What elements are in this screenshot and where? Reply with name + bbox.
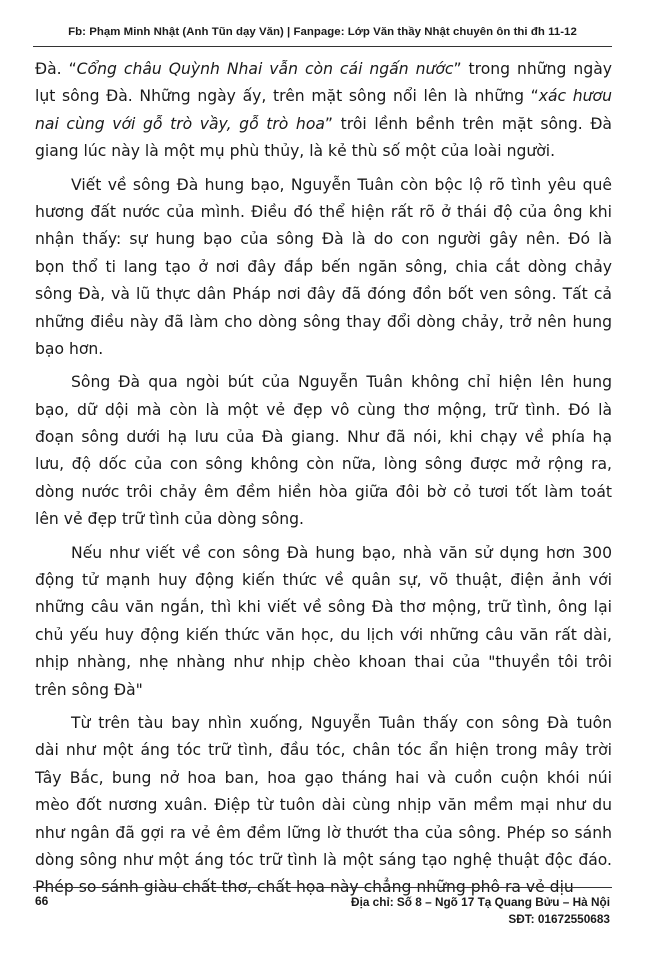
footer-address: Địa chỉ: Số 8 – Ngõ 17 Tạ Quang Bửu – Hà Nội xyxy=(351,895,610,909)
italic-quote: Cổng châu Quỳnh Nhai vẫn còn cái ngấn nước xyxy=(76,60,454,78)
text-run: bọn thổ ti lang tạo ở nơi đây đắp bến ngăn sông, chia cắt dòng chảy xyxy=(35,257,612,276)
header-divider xyxy=(33,46,612,47)
text-run: bạo hơn. xyxy=(35,339,104,358)
text-line xyxy=(35,281,612,308)
text-run: Từ trên tàu bay nhìn xuống, Nguyễn Tuân thấy con sông Đà tuôn xyxy=(71,713,612,732)
footer-divider xyxy=(33,887,612,888)
text-run: ” trôi lềnh bềnh trên mặt sông. Đà xyxy=(324,114,612,133)
text-line xyxy=(35,172,612,199)
text-line xyxy=(35,369,612,396)
text-run: sông Đà, và lũ thực dân Pháp nơi đây đã đóng đồn bốt ven sông. Tất cả xyxy=(35,285,612,304)
text-run: như ngân đã gợi ra vẻ êm đềm lững lờ thướt tha của sông. Phép so sánh xyxy=(35,823,612,842)
text-line xyxy=(35,199,612,226)
text-line xyxy=(35,83,612,110)
text-line xyxy=(35,765,612,792)
text-line xyxy=(35,254,612,281)
text-run: dòng sông như một áng tóc trữ tình là một sáng tạo nghệ thuật độc đáo. xyxy=(35,850,612,869)
text-run: những câu văn ngắn, thì khi viết về sông Đà thơ mộng, trữ tình, ông lại xyxy=(35,598,612,617)
text-line xyxy=(35,336,612,363)
text-line xyxy=(35,567,612,594)
text-run: lụt sông Đà. Những ngày ấy, trên mặt sông nổi lên là những “ xyxy=(35,87,539,106)
text-run: Phép so sánh giàu chất thơ, chất họa này chẳng những phô ra vẻ dịu xyxy=(35,878,574,897)
text-run: Viết về sông Đà hung bạo, Nguyễn Tuân còn bộc lộ rõ tình yêu quê xyxy=(71,175,612,194)
document-body xyxy=(35,56,612,902)
paragraph xyxy=(35,172,612,364)
text-line xyxy=(35,451,612,478)
text-line xyxy=(35,847,612,874)
text-line xyxy=(35,710,612,737)
text-line xyxy=(35,138,612,165)
italic-quote: xác hươu xyxy=(538,87,612,106)
text-run: dài như một áng tóc trữ tình, đầu tóc, chân tóc ẩn hiện trong mây trời xyxy=(35,741,612,760)
paragraph xyxy=(35,369,612,533)
text-line xyxy=(35,111,612,138)
text-run: mèo đốt nương xuân. Điệp từ tuôn dài cùng nhịp văn mềm mại như du xyxy=(35,796,612,815)
text-run: trên sông Đà" xyxy=(35,680,143,699)
footer-phone: SĐT: 01672550683 xyxy=(508,912,610,926)
italic-quote: nai cùng với gỗ trò vầy, gỗ trò hoa xyxy=(35,114,325,133)
text-run: Nếu như viết về con sông Đà hung bạo, nhà văn sử dụng hơn 300 xyxy=(71,543,612,562)
text-run: đoạn sông dưới hạ lưu của Đà giang. Như đã nói, khi chạy về phía hạ xyxy=(35,428,612,447)
text-line xyxy=(35,479,612,506)
text-run: lên vẻ đẹp trữ tình của dòng sông. xyxy=(35,510,304,529)
text-line xyxy=(35,737,612,764)
paragraph xyxy=(35,56,612,166)
text-line xyxy=(35,540,612,567)
page-header: Fb: Phạm Minh Nhật (Anh Tũn dạy Văn) | Fanpage: Lớp Văn thầy Nhật chuyên ôn thi đh 11-12 xyxy=(68,26,577,38)
text-line xyxy=(35,677,612,704)
text-run: hương đất nước của mình. Điều đó thể hiện rất rõ ở thái độ của ông khi xyxy=(35,202,612,221)
text-line xyxy=(35,424,612,451)
text-run: nhận thấy: sự hung bạo của sông Đà là do con người gây nên. Đó là xyxy=(35,230,612,249)
text-run: Sông Đà qua ngòi bút của Nguyễn Tuân không chỉ hiện lên hung xyxy=(71,373,612,392)
text-run: dòng nước trôi chảy êm đềm hiền hòa giữa đôi bờ cỏ tươi tốt làm toát xyxy=(35,482,612,501)
text-line xyxy=(35,397,612,424)
text-run: nhịp nhàng, nhẹ nhàng như nhịp chèo khoan thai của "thuyền tôi trôi xyxy=(35,653,612,672)
text-line xyxy=(35,56,612,83)
text-run: những điều này đã làm cho dòng sông thay đổi dòng chảy, trở nên hung xyxy=(35,312,612,331)
text-run: Tây Bắc, bung nở hoa ban, hoa gạo tháng hai và cuồn cuộn khói núi xyxy=(35,768,612,787)
text-line xyxy=(35,594,612,621)
text-line xyxy=(35,622,612,649)
text-run: lưu, độ dốc của con sông không còn nữa, lòng sông được mở rộng ra, xyxy=(35,455,612,474)
text-run: chủ yếu huy động kiến thức văn học, du lịch với những câu văn rất dài, xyxy=(35,625,612,644)
footer-contact xyxy=(351,894,610,928)
text-run: giang lúc này là một mụ phù thủy, là kẻ thù số một của loài người. xyxy=(35,142,556,161)
text-line xyxy=(35,309,612,336)
text-run: động tử mạnh huy động kiến thức về quân sự, võ thuật, điện ảnh với xyxy=(35,571,612,590)
text-line xyxy=(35,506,612,533)
text-run: ” trong những ngày xyxy=(453,60,612,78)
text-line xyxy=(35,226,612,253)
paragraph xyxy=(35,710,612,902)
text-run: Đà. “ xyxy=(35,60,77,78)
text-run: bạo, dữ dội mà còn là một vẻ đẹp vô cùng thơ mộng, trữ tình. Đó là xyxy=(35,400,612,419)
paragraph xyxy=(35,540,612,704)
text-line xyxy=(35,649,612,676)
text-line xyxy=(35,820,612,847)
text-line xyxy=(35,792,612,819)
page-number: 66 xyxy=(35,894,49,908)
